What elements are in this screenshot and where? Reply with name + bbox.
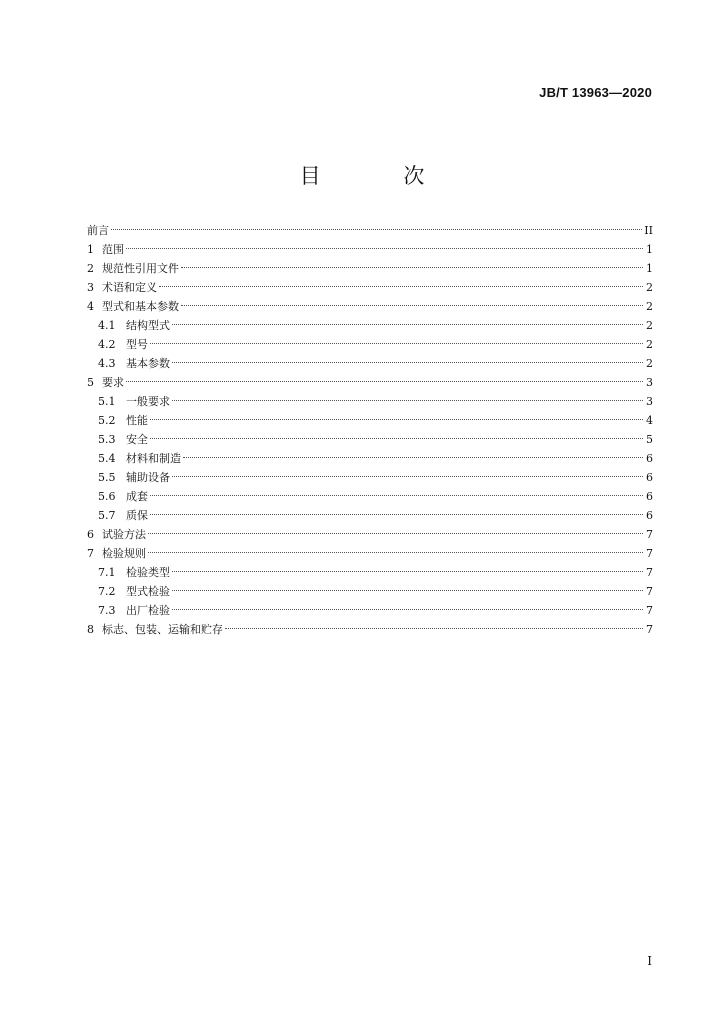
dot-leader bbox=[159, 286, 643, 287]
dot-leader bbox=[150, 514, 643, 515]
toc-entry-title: 成套 bbox=[126, 490, 148, 503]
toc-entry-title: 型号 bbox=[126, 338, 148, 351]
toc-entry-number: 5.1 bbox=[98, 395, 116, 408]
toc-entry-page: 3 bbox=[646, 395, 653, 408]
toc-entry-number: 5.5 bbox=[98, 471, 116, 484]
toc-entry-title: 材料和制造 bbox=[126, 452, 181, 465]
toc-entry[interactable] bbox=[87, 544, 653, 563]
toc-entry-page: 7 bbox=[646, 547, 653, 560]
toc-entry-title: 一般要求 bbox=[126, 395, 170, 408]
dot-leader bbox=[172, 400, 643, 401]
page-title: 目 次 bbox=[299, 164, 463, 188]
dot-leader bbox=[172, 324, 643, 325]
toc-entry-title: 前言 bbox=[87, 224, 109, 237]
toc-entry-number: 6 bbox=[87, 528, 94, 541]
toc-entry-title: 安全 bbox=[126, 433, 148, 446]
toc-entry-page: 2 bbox=[646, 357, 653, 370]
toc-entry-page: 7 bbox=[646, 623, 653, 636]
toc-entry-page: 2 bbox=[646, 338, 653, 351]
dot-leader bbox=[150, 438, 643, 439]
toc-entry-number: 4.2 bbox=[98, 338, 116, 351]
toc-entry-number: 5.6 bbox=[98, 490, 116, 503]
toc-entry-number: 4.3 bbox=[98, 357, 116, 370]
toc-entry-page: II bbox=[644, 224, 653, 237]
dot-leader bbox=[183, 457, 643, 458]
toc-entry[interactable] bbox=[87, 316, 653, 335]
toc-entry-title: 规范性引用文件 bbox=[102, 262, 179, 275]
toc-entry-page: 6 bbox=[646, 471, 653, 484]
toc-entry-title: 检验类型 bbox=[126, 566, 170, 579]
toc-entry[interactable] bbox=[87, 582, 653, 601]
toc-entry[interactable] bbox=[87, 297, 653, 316]
toc-entry-page: 2 bbox=[646, 300, 653, 313]
toc-entry-number: 5.3 bbox=[98, 433, 116, 446]
toc-entry-page: 6 bbox=[646, 490, 653, 503]
toc-entry-page: 7 bbox=[646, 528, 653, 541]
toc-entry[interactable] bbox=[87, 506, 653, 525]
toc-entry-number: 5 bbox=[87, 376, 94, 389]
dot-leader bbox=[172, 609, 643, 610]
toc-entry-page: 4 bbox=[646, 414, 653, 427]
toc-entry-page: 7 bbox=[646, 585, 653, 598]
toc-entry-number: 3 bbox=[87, 281, 94, 294]
toc-entry-page: 1 bbox=[646, 262, 653, 275]
toc-entry[interactable] bbox=[87, 563, 653, 582]
dot-leader bbox=[181, 305, 643, 306]
toc-entry-number: 1 bbox=[87, 243, 94, 256]
dot-leader bbox=[126, 248, 643, 249]
toc-entry-title: 范围 bbox=[102, 243, 124, 256]
toc-entry-number: 5.7 bbox=[98, 509, 116, 522]
toc-entry[interactable] bbox=[87, 335, 653, 354]
toc-entry[interactable] bbox=[87, 221, 653, 240]
toc-entry-number: 8 bbox=[87, 623, 94, 636]
toc-entry-title: 辅助设备 bbox=[126, 471, 170, 484]
toc-entry-number: 4.1 bbox=[98, 319, 116, 332]
toc-entry[interactable] bbox=[87, 601, 653, 620]
toc-entry-title: 性能 bbox=[126, 414, 148, 427]
toc-entry[interactable] bbox=[87, 449, 653, 468]
dot-leader bbox=[225, 628, 643, 629]
toc-entry[interactable] bbox=[87, 430, 653, 449]
toc-entry[interactable] bbox=[87, 354, 653, 373]
toc-entry-title: 要求 bbox=[102, 376, 124, 389]
toc-entry-title: 质保 bbox=[126, 509, 148, 522]
toc-entry-title: 结构型式 bbox=[126, 319, 170, 332]
toc-entry-page: 6 bbox=[646, 509, 653, 522]
toc-entry-number: 5.4 bbox=[98, 452, 116, 465]
dot-leader bbox=[172, 476, 643, 477]
toc-entry-page: 6 bbox=[646, 452, 653, 465]
page-number: I bbox=[647, 954, 652, 968]
toc-entry[interactable] bbox=[87, 259, 653, 278]
toc-entry-title: 术语和定义 bbox=[102, 281, 157, 294]
dot-leader bbox=[148, 533, 643, 534]
table-of-contents bbox=[87, 221, 653, 639]
toc-entry-number: 2 bbox=[87, 262, 94, 275]
toc-entry[interactable] bbox=[87, 278, 653, 297]
dot-leader bbox=[126, 381, 643, 382]
toc-entry-page: 7 bbox=[646, 604, 653, 617]
dot-leader bbox=[150, 343, 643, 344]
toc-entry-title: 型式检验 bbox=[126, 585, 170, 598]
toc-entry-title: 基本参数 bbox=[126, 357, 170, 370]
dot-leader bbox=[148, 552, 643, 553]
dot-leader bbox=[172, 362, 643, 363]
toc-entry[interactable] bbox=[87, 373, 653, 392]
toc-entry[interactable] bbox=[87, 411, 653, 430]
toc-entry-title: 型式和基本参数 bbox=[102, 300, 179, 313]
dot-leader bbox=[172, 571, 643, 572]
dot-leader bbox=[150, 495, 643, 496]
toc-entry[interactable] bbox=[87, 525, 653, 544]
toc-entry-page: 1 bbox=[646, 243, 653, 256]
dot-leader bbox=[181, 267, 643, 268]
toc-entry-page: 2 bbox=[646, 281, 653, 294]
toc-entry[interactable] bbox=[87, 487, 653, 506]
toc-entry-page: 5 bbox=[646, 433, 653, 446]
toc-entry-title: 试验方法 bbox=[102, 528, 146, 541]
dot-leader bbox=[150, 419, 643, 420]
toc-entry[interactable] bbox=[87, 468, 653, 487]
toc-entry-number: 7.3 bbox=[98, 604, 116, 617]
standard-code: JB/T 13963—2020 bbox=[539, 85, 652, 100]
dot-leader bbox=[172, 590, 643, 591]
toc-entry-page: 7 bbox=[646, 566, 653, 579]
dot-leader bbox=[111, 229, 642, 230]
toc-entry-title: 检验规则 bbox=[102, 547, 146, 560]
toc-entry-page: 3 bbox=[646, 376, 653, 389]
toc-entry-title: 出厂检验 bbox=[126, 604, 170, 617]
toc-entry-number: 7.1 bbox=[98, 566, 116, 579]
toc-entry-number: 4 bbox=[87, 300, 94, 313]
toc-entry[interactable] bbox=[87, 620, 653, 639]
toc-entry-number: 7.2 bbox=[98, 585, 116, 598]
toc-entry[interactable] bbox=[87, 392, 653, 411]
toc-entry-number: 5.2 bbox=[98, 414, 116, 427]
toc-entry-number: 7 bbox=[87, 547, 94, 560]
toc-entry-page: 2 bbox=[646, 319, 653, 332]
toc-entry[interactable] bbox=[87, 240, 653, 259]
toc-entry-title: 标志、包装、运输和贮存 bbox=[102, 623, 223, 636]
